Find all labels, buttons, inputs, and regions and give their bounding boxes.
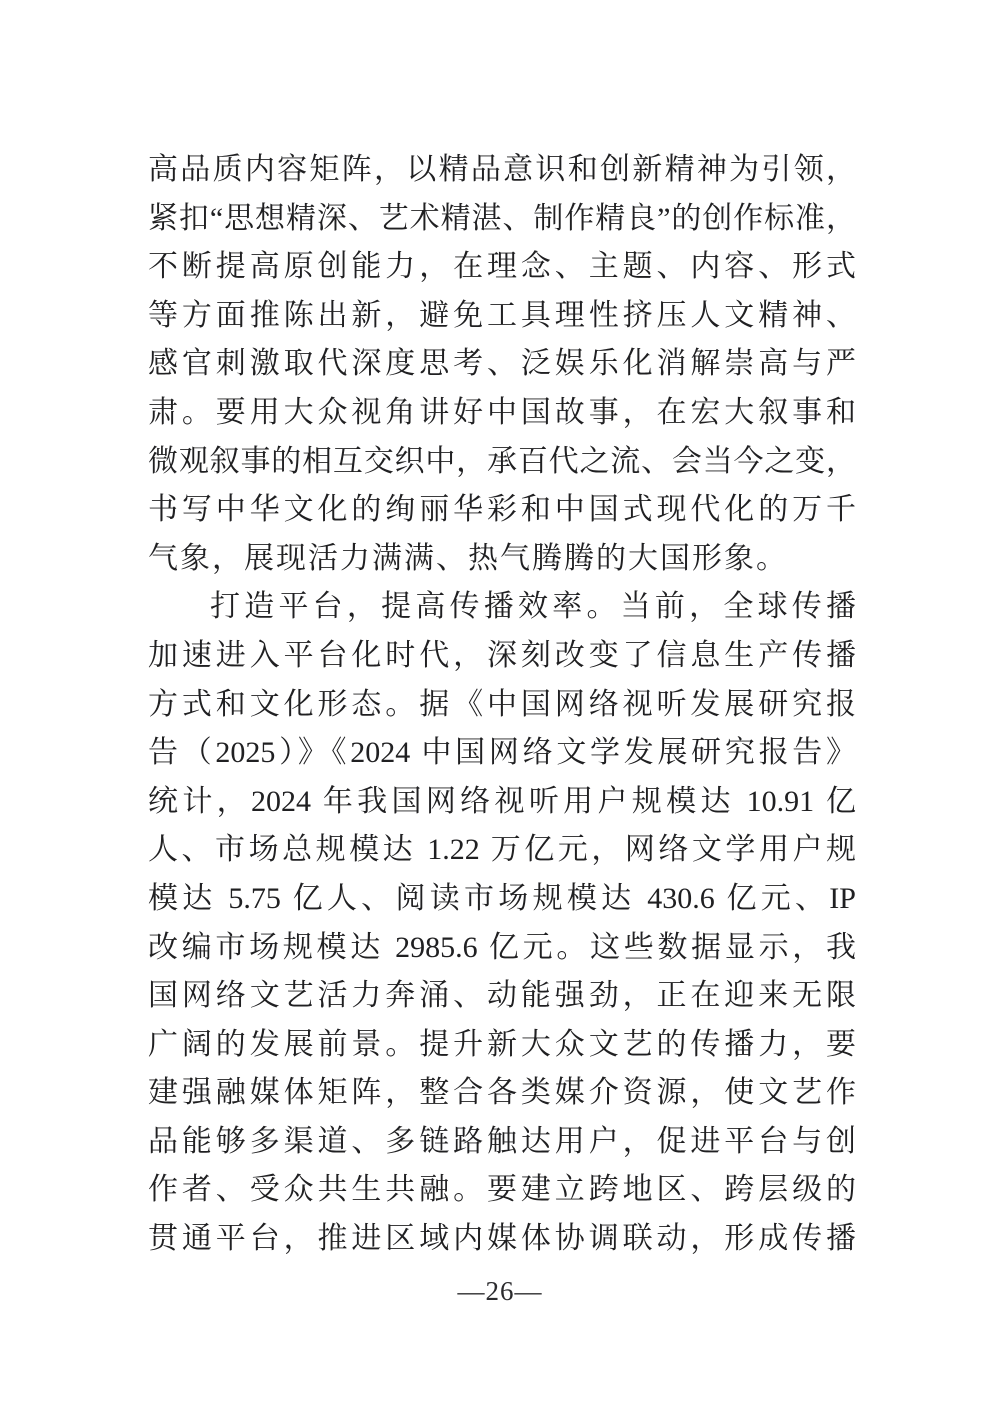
text-line: 微观叙事的相互交织中，承百代之流、会当今之变， (148, 444, 856, 478)
text-line: 加速进入平台化时代，深刻改变了信息生产传播 (148, 638, 856, 672)
page-number: —26— (457, 1276, 543, 1306)
text-line: 广阔的发展前景。提升新大众文艺的传播力，要 (148, 1027, 856, 1061)
text-line: 方式和文化形态。据《中国网络视听发展研究报 (148, 687, 856, 721)
text-line: 贯通平台，推进区域内媒体协调联动，形成传播 (148, 1222, 856, 1256)
text-line: 气象，展现活力满满、热气腾腾的大国形象。 (148, 541, 788, 575)
text-line: 打造平台，提高传播效率。当前，全球传播 (210, 590, 856, 624)
text-line: 改编市场规模达 2985.6 亿元。这些数据显示，我 (148, 930, 856, 964)
text-line: 国网络文艺活力奔涌、动能强劲，正在迎来无限 (148, 979, 856, 1013)
text-line: 等方面推陈出新，避免工具理性挤压人文精神、 (148, 298, 856, 332)
text-line: 书写中华文化的绚丽华彩和中国式现代化的万千 (148, 493, 856, 527)
text-line: 品能够多渠道、多链路触达用户，促进平台与创 (148, 1124, 856, 1158)
text-line: 紧扣“思想精深、艺术精湛、制作精良”的创作标准， (148, 201, 856, 235)
text-line: 感官刺激取代深度思考、泛娱乐化消解崇高与严 (148, 347, 856, 381)
body-text (148, 146, 856, 1264)
text-line: 不断提高原创能力，在理念、主题、内容、形式 (148, 250, 856, 284)
text-line: 高品质内容矩阵，以精品意识和创新精神为引领， (148, 153, 856, 186)
page-footer (0, 1276, 1000, 1307)
text-line: 人、市场总规模达 1.22 万亿元，网络文学用户规 (148, 833, 856, 867)
text-line: 肃。要用大众视角讲好中国故事，在宏大叙事和 (148, 395, 856, 429)
text-line: 告（2025）》《2024 中国网络文学发展研究报告》 (148, 736, 856, 770)
text-line: 建强融媒体矩阵，整合各类媒介资源，使文艺作 (148, 1076, 856, 1110)
text-line: 模达 5.75 亿人、阅读市场规模达 430.6 亿元、IP (148, 881, 856, 915)
text-line: 统计，2024 年我国网络视听用户规模达 10.91 亿 (148, 784, 856, 818)
text-line: 作者、受众共生共融。要建立跨地区、跨层级的 (148, 1173, 856, 1207)
